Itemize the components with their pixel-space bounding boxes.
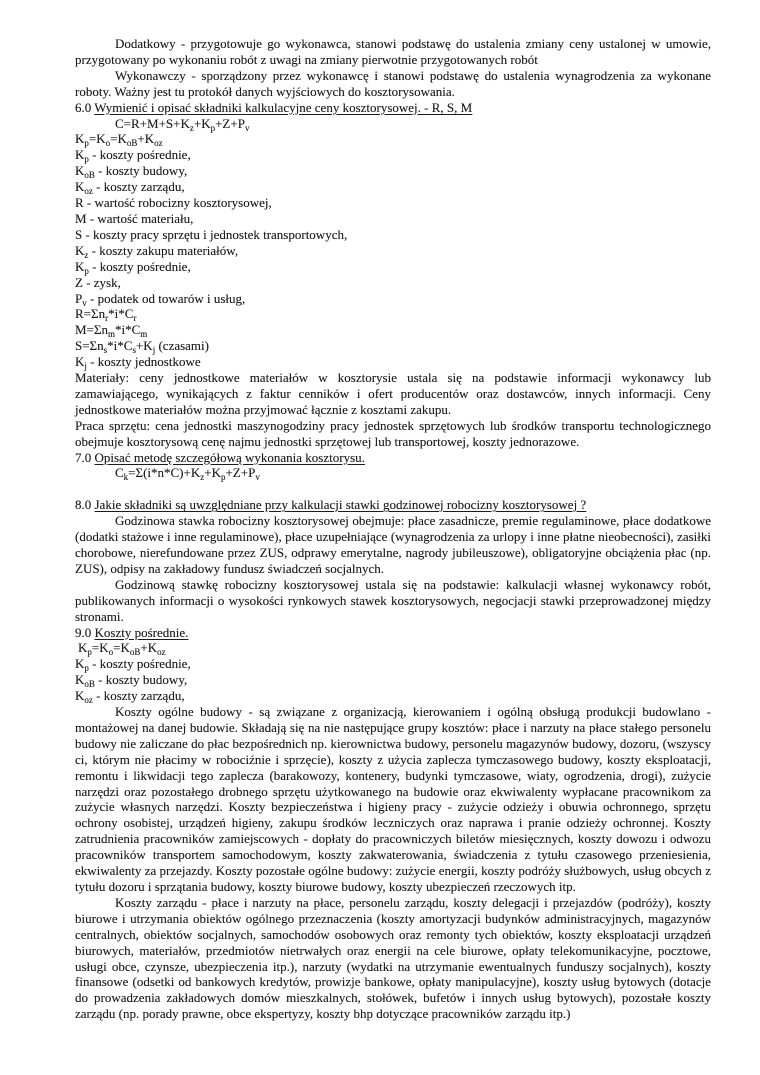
paragraph: Koszty ogólne budowy - są związane z organizacją, kierowaniem i ogólną obsługą produkcji budowlano - montażowej na danej budowie. Składają się na nie następujące grupy kosztów: płace i narzuty na płace stałego personelu budowy nie zaliczane do płac bezpośrednich np. kierownictwa budowy, personelu magazynów budowy, dozoru, (wszyscy ci, którym nie płacimy w robociźnie i sprzęcie), koszty z użycia zaplecza tymczasowego budowy, koszty eksploatacji, remontu i likwidacji tego zaplecza (barakowozy, kontenery, budynki tymczasowe, wiaty, ogrodzenia, drogi), zużycie narzędzi oraz pozostałego drobnego sprzętu użytkowanego na budowie oraz ekwiwalenty wypłacane pracownikom za zużycie własnych narzędzi. Koszty bezpieczeństwa i higieny pracy - zużycie odzieży i obuwia ochronnego, sprzętu ochrony osobistej, urządzeń higieny, zakupu środków leczniczych oraz naprawa i pranie odzieży ochronnej. Koszty zatrudnienia pracowników zamiejscowych - dopłaty do pracowniczych biletów miesięcznych, koszty dowozu i odwozu pracowników transportem samochodowym, koszty zakwaterowania, świadczenia z tytułu czasowego przeniesienia, ekwiwalenty za przejazdy. Koszty pozostałe ogólne budowy: zużycie energii, koszty podróży służbowych, usług obcych z tytułu dozoru i sprzątania budowy, koszty biurowe budowy, koszty ubezpieczeń rzeczowych itp. <box>75 704 711 895</box>
paragraph: Materiały: ceny jednostkowe materiałów w kosztorysie ustala się na podstawie informacji wykonawcy lub zamawiającego, wynikających z faktur cenników i ofert producentów oraz dostawców, innych informacji. Ceny jednostkowe materiałów można przyjmować łącznie z kosztami zakupu. <box>75 370 711 417</box>
section-number: 7.0 <box>75 449 92 465</box>
formula-line: $K_{oz}$ - koszty zarządu, <box>75 179 185 197</box>
formula-line: $K_j$ - koszty jednostkowe <box>75 354 201 372</box>
paragraph: Godzinowa stawka robocizny kosztorysowej obejmuje: płace zasadnicze, premie regulaminowe, płace dodatkowe (dodatki stażowe i inne regulaminowe), płace uzupełniające (wynagrodzenia za urlopy i inne płatne nieobecności), zasiłki chorobowe, nierefundowane przez ZUS, odprawy emerytalne, nagrody jubileuszowe), obligatoryjne obciążenia płac (np. ZUS), odpisy na zakładowy fundusz świadczeń socjalnych. <box>75 513 711 576</box>
section-title: Wymienić i opisać składniki kalkulacyjne ceny kosztorysowej. - R, S, M <box>94 99 473 115</box>
formula-line: $K_p$ - koszty pośrednie, <box>75 147 191 165</box>
section-heading <box>75 100 711 116</box>
formula-line: R - wartość robocizny kosztorysowej, <box>75 195 272 211</box>
formula-line: $K_p$ - koszty pośrednie, <box>75 258 191 276</box>
formula-line: $K_p=K_o=K_{oB}+K_{oz}$ <box>78 640 166 658</box>
formula-line: $C=R+M+S+K_z+K_p+Z+P_v$ <box>115 115 250 133</box>
section-heading <box>75 625 711 641</box>
section-title: Jakie składniki są uwzględniane przy kalkulacji stawki godzinowej robocizny kosztorysowej ? <box>94 497 587 513</box>
formula-line: $R=\Sigma n_r*i*C_r$ <box>75 306 137 324</box>
blank-line <box>75 481 711 497</box>
formula-line: $S=\Sigma n_s*i*C_s+K_j$ (czasami) <box>75 338 209 356</box>
formula-line: Z - zysk, <box>75 274 121 290</box>
section-heading <box>75 497 711 513</box>
section-title: Koszty pośrednie. <box>94 624 189 640</box>
paragraph: Dodatkowy - przygotowuje go wykonawca, stanowi podstawę do ustalenia zmiany ceny ustalonej w umowie, przygotowany po wykonaniu robót z uwagi na zmiany pierwotnie przygotowanych robót <box>75 36 711 67</box>
formula-line: $K_{oB}$ - koszty budowy, <box>75 163 188 181</box>
formula-line: $K_{oB}$ - koszty budowy, <box>75 672 188 690</box>
paragraph: Godzinową stawkę robocizny kosztorysowej ustala się na podstawie: kalkulacji własnej wykonawcy robót, publikowanych informacji o wysokości rynkowych stawek kosztorysowych, negocjacji stawki przeprowadzonej między stronami. <box>75 576 711 624</box>
section-title: Opisać metodę szczegółową wykonania kosztorysu. <box>94 449 365 465</box>
paragraph: Wykonawczy - sporządzony przez wykonawcę i stanowi podstawę do ustalenia wynagrodzenia za wykonane roboty. Ważny jest tu protokół danych wyjściowych do kosztorysowania. <box>75 67 711 99</box>
formula-line: $K_p$ - koszty pośrednie, <box>75 656 191 674</box>
formula-line: $K_z$ - koszty zakupu materiałów, <box>75 242 239 260</box>
formula-line: $P_v$ - podatek od towarów i usług, <box>75 290 246 308</box>
formula-line: $M=\Sigma n_m*i*C_m$ <box>75 322 148 340</box>
formula-line: $C_k=\Sigma(i*n*C)+K_z+K_p+Z+P_v$ <box>115 465 260 483</box>
paragraph: Koszty zarządu - płace i narzuty na płace, personelu zarządu, koszty delegacji i przejazdów (podróży), koszty biurowe i utrzymania obiektów ogólnego przeznaczenia (koszty amortyzacji budynków administracyjnych, magazynów centralnych, obiektów socjalnych, samochodów osobowych oraz remonty tych obiektów, koszty eksploatacji urządzeń biurowych, materiałów, przedmiotów nietrwałych oraz energii na cele biurowe, opłaty telekomunikacyjne, pocztowe, usługi obce, czynsze, ubezpieczenia itp.), narzuty (wydatki na utrzymanie ewentualnych funduszy socjalnych), koszty finansowe (odsetki od bankowych kredytów, prowizje bankowe, opłaty manipulacyjne), koszty usług bytowych (dotacje do prowadzenia zakładowych domów mieszkalnych, stołówek, bufetów i innych usług bytowych), pozostałe koszty zarządu (np. porady prawne, obce ekspertyzy, koszty bhp dotyczące pracowników zarządu itp.) <box>75 894 711 1022</box>
section-number: 6.0 <box>75 99 92 115</box>
section-heading <box>75 450 711 466</box>
formula-line: S - koszty pracy sprzętu i jednostek transportowych, <box>75 226 348 242</box>
paragraph: Praca sprzętu: cena jednostki maszynogodziny pracy jednostek sprzętowych lub środków transportu technologicznego obejmuje kosztorysową cenę najmu jednostki sprzętowej lub transportowej, koszty jednorazowe. <box>75 417 711 449</box>
section-number: 9.0 <box>75 624 92 640</box>
document-content <box>75 36 711 1022</box>
section-number: 8.0 <box>75 497 92 513</box>
formula-line: $K_p=K_o=K_{oB}+K_{oz}$ <box>75 131 163 149</box>
formula-line: M - wartość materiału, <box>75 210 194 226</box>
formula-line: $K_{oz}$ - koszty zarządu, <box>75 688 185 706</box>
